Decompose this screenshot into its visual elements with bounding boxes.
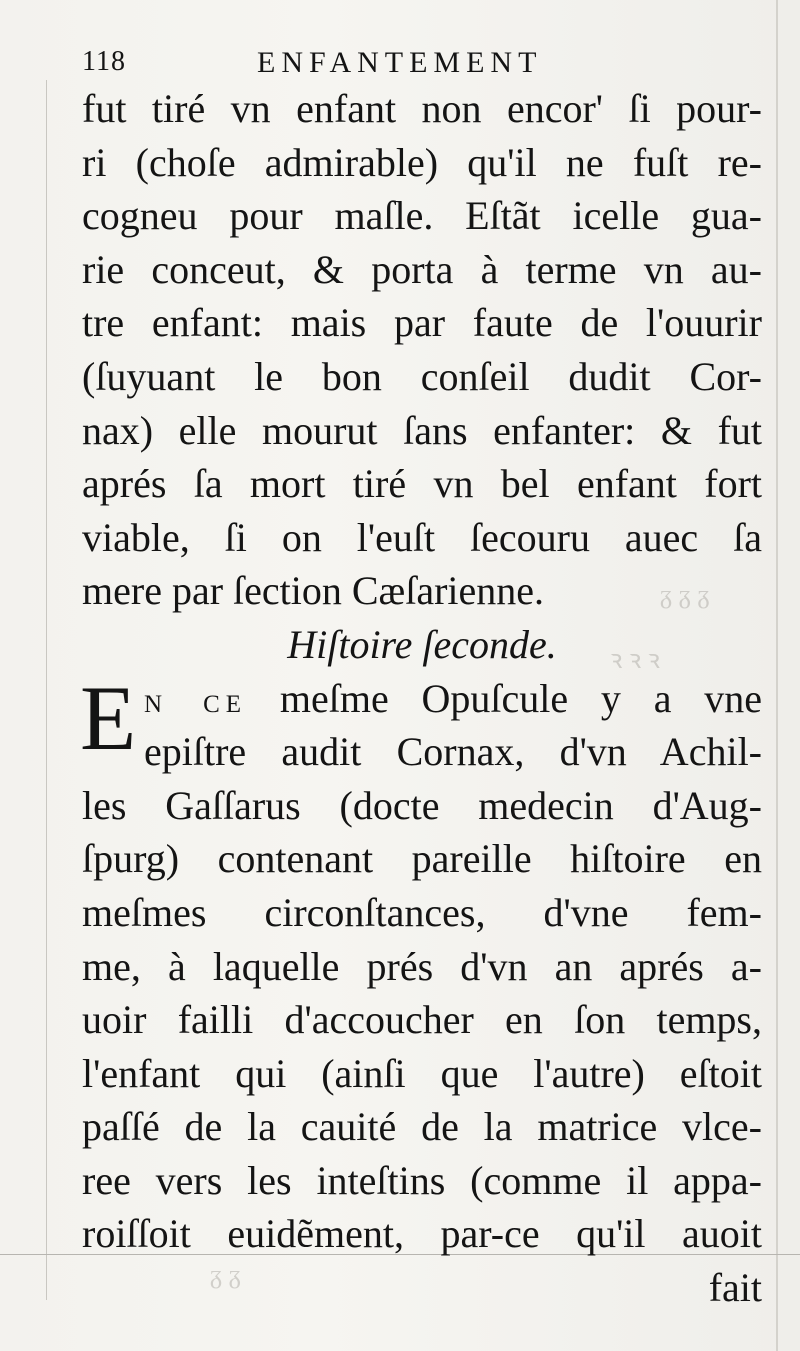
text-line: (ſuyuant le bon conſeil dudit Cor-: [82, 353, 762, 399]
text-line-first: [82, 672, 762, 726]
text-line: me, à laquelle prés d'vn an aprés a-: [82, 943, 762, 989]
text-line: viable, ſi on l'euſt ſecouru auec ſa: [82, 514, 762, 560]
text-line: l'enfant qui (ainſi que l'autre) eſtoit: [82, 1050, 762, 1096]
page-gutter-line: [46, 80, 47, 1300]
page-edge-line: [776, 0, 778, 1351]
text-line: aprés ſa mort tiré vn bel enfant fort: [82, 461, 762, 507]
text-line: cogneu pour maſle. Eſtãt icelle gua-: [82, 193, 762, 239]
text-line: ree vers les inteſtins (comme il appa-: [82, 1157, 762, 1203]
text-line: paſſé de la cauité de la matrice vlce-: [82, 1104, 762, 1150]
first-line-text: meſme Opuſcule y a vne: [279, 675, 762, 721]
text-line: roiſſoit euidẽment, par-ce qu'il auoit: [82, 1211, 762, 1257]
section-heading: Hiſtoire ſeconde.: [287, 621, 557, 667]
text-line: les Gaſſarus (docte medecin d'Aug-: [82, 782, 762, 828]
text-line: meſmes circonſtances, d'vne fem-: [82, 889, 762, 935]
text-line: uoir failli d'accoucher en ſon temps,: [82, 997, 762, 1043]
text-line: tre enfant: mais par faute de l'ouurir: [82, 300, 762, 346]
text-line: ri (choſe admirable) qu'il ne fuſt re-: [82, 139, 762, 185]
running-head: [82, 46, 760, 82]
text-block: [82, 82, 762, 1315]
running-title: ENFANTEMENT: [257, 46, 543, 79]
catchword: fait: [708, 1265, 762, 1311]
text-line: epiſtre audit Cornax, d'vn Achil-: [144, 729, 762, 775]
text-line: ſpurg) contenant pareille hiſtoire en: [82, 836, 762, 882]
folio-number: 118: [82, 46, 126, 77]
show-through-ink: ꝛ ꝛ ꝛ: [610, 645, 660, 674]
text-line: rie conceut, & porta à terme vn au-: [82, 246, 762, 292]
text-line: nax) elle mourut ſans enfanter: & fut: [82, 407, 762, 453]
drop-initial: E: [80, 667, 137, 769]
smallcaps-opening: N CE: [144, 690, 248, 718]
show-through-ink: ᵹ ᵹ: [210, 1260, 242, 1289]
text-line: mere par ſection Cæſarienne.: [82, 568, 545, 614]
text-line: fut tiré vn enfant non encor' ſi pour-: [82, 86, 762, 131]
show-through-ink: ᵹ ᵹ ᵹ: [660, 580, 710, 609]
